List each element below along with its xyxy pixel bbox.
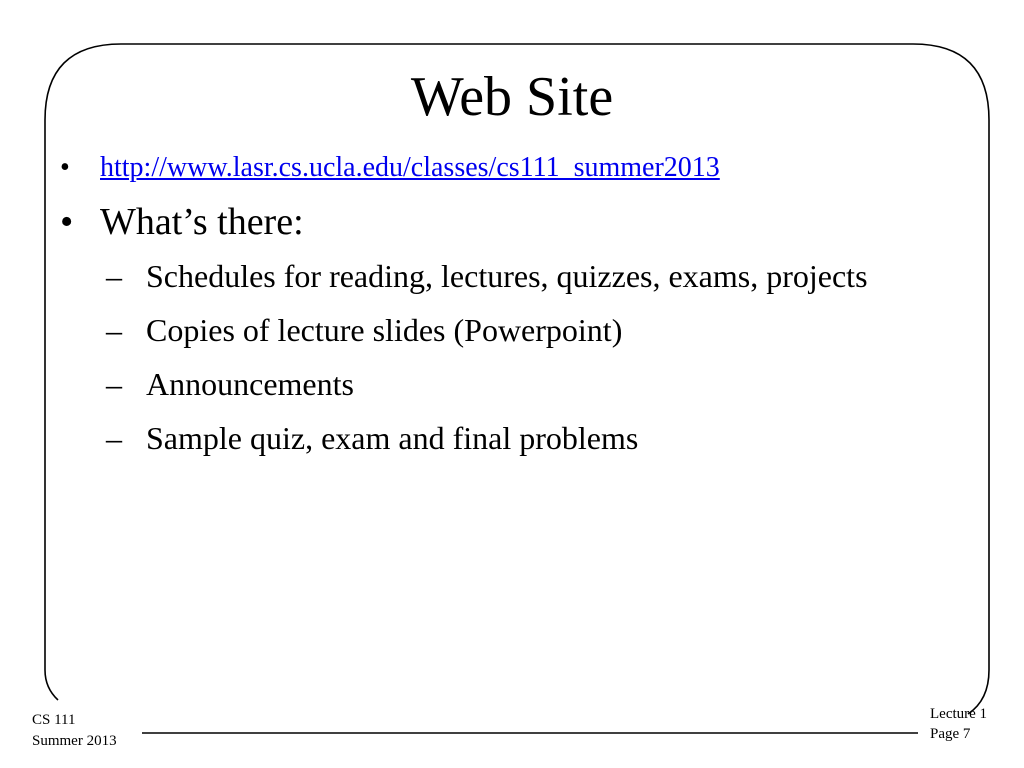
footer-lecture: Lecture 1 xyxy=(930,706,988,722)
sub-item-text: Schedules for reading, lectures, quizzes, exams, projects xyxy=(146,258,868,294)
sub-item xyxy=(60,418,940,458)
bullet-icon: • xyxy=(60,152,70,183)
bullet-heading-text: What’s there: xyxy=(100,201,304,243)
bullet-link-item xyxy=(60,148,940,188)
sub-item xyxy=(60,364,940,404)
dash-icon: – xyxy=(106,420,122,456)
slide-content xyxy=(60,148,940,472)
sub-item xyxy=(60,256,940,296)
footer-page-info xyxy=(930,704,987,744)
slide-title: Web Site xyxy=(410,66,614,128)
footer-course: CS 111 xyxy=(32,712,76,728)
bullet-heading-item xyxy=(60,198,940,246)
sub-item-text: Announcements xyxy=(146,366,354,402)
dash-icon: – xyxy=(106,312,122,348)
sub-item-text: Sample quiz, exam and final problems xyxy=(146,420,639,456)
footer-term: Summer 2013 xyxy=(32,733,117,749)
footer-page-number: Page 7 xyxy=(930,726,971,742)
bullet-icon: • xyxy=(60,201,74,243)
dash-icon: – xyxy=(106,258,122,294)
sub-item xyxy=(60,310,940,350)
course-website-link[interactable]: http://www.lasr.cs.ucla.edu/classes/cs111_summer2013 xyxy=(100,152,720,183)
sub-item-text: Copies of lecture slides (Powerpoint) xyxy=(146,312,623,348)
dash-icon: – xyxy=(106,366,122,402)
footer-course-info xyxy=(32,710,117,752)
